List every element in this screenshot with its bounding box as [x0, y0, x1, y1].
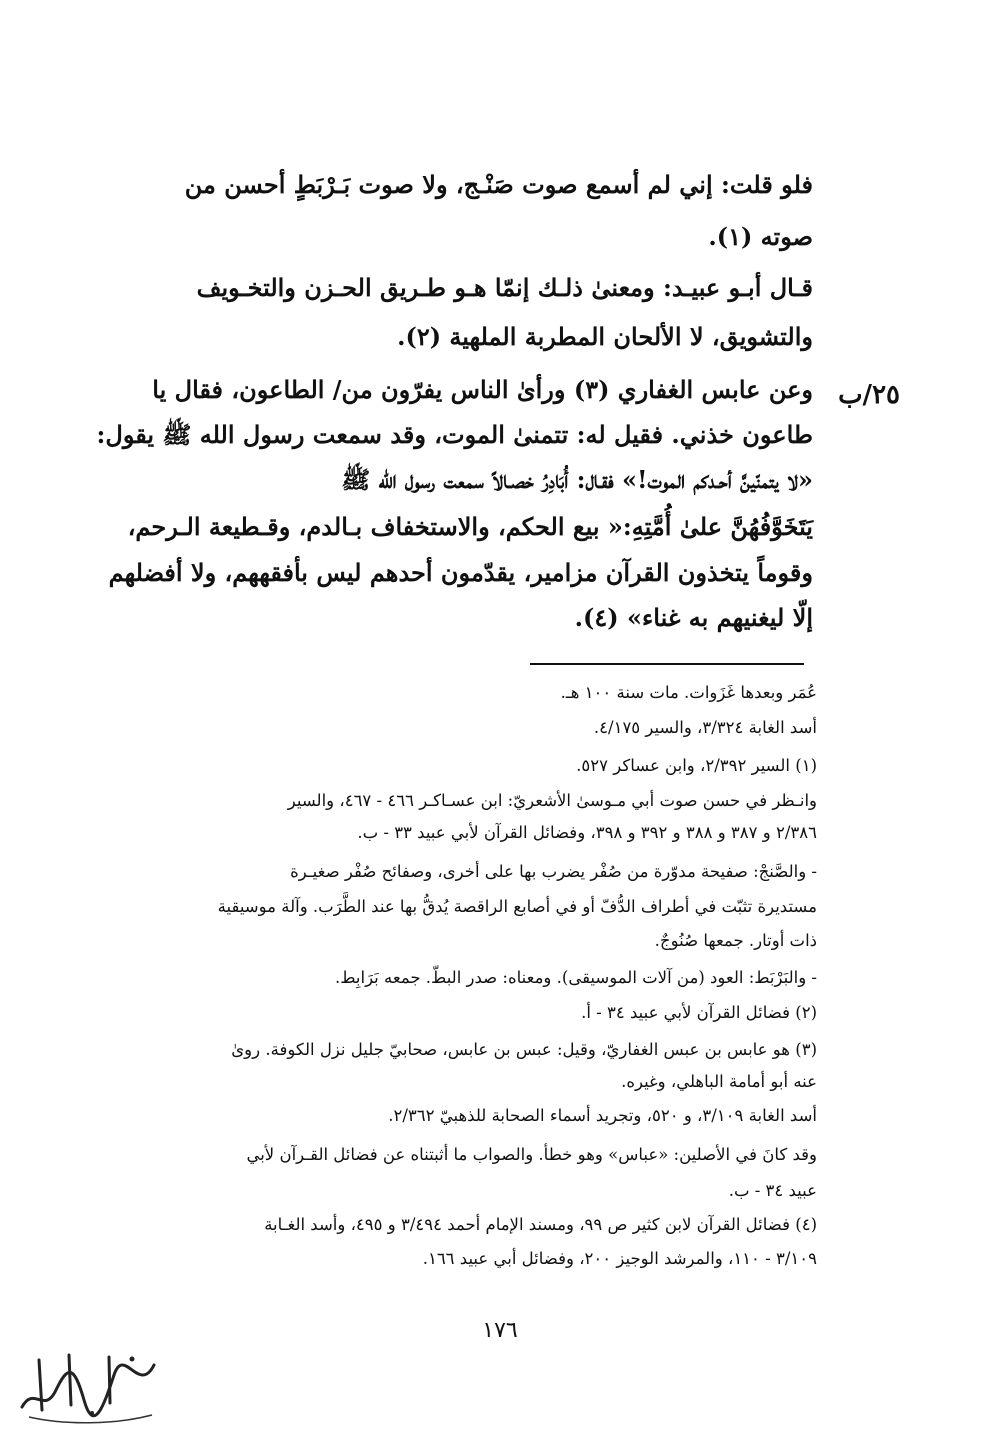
footnote-line: مستديرة تثبّت في أطراف الدُّفّ أو في أصابع الراقصة يُدقُّ بها عند الطَّرَب. وآلة موسيقية [217, 897, 817, 916]
footnote-line: (٣) هو عابس بن عبس الغفاريّ، وقيل: عبس بن عابس، صحابيّ جليل نزل الكوفة. روىٰ [231, 1040, 817, 1059]
footnote-line: (٢) فضائل القرآن لأبي عبيد ٣٤ - أ. [581, 1003, 817, 1022]
footnote-line: أسد الغابة ٣/٣٢٤، والسير ٤/١٧٥. [593, 718, 817, 737]
footnote-line: وقد كانَ في الأصلين: «عباس» وهو خطأ. والصواب ما أثبتناه عن فضائل القـرآن لأبي [246, 1145, 817, 1164]
calligraphy-stamp-logo [14, 1345, 164, 1427]
body-line: والتشويق، لا الألحان المطربة الملهية (٢). [397, 322, 813, 351]
page-number: ١٧٦ [482, 1318, 518, 1343]
footnote-line: - والبَرْبَط: العود (من آلات الموسيقى). ومعناه: صدر البطّ. جمعه بَرَابِط. [334, 968, 817, 987]
footnote-separator [530, 663, 804, 665]
body-line: يَتَخَوَّفُهُنَّ علىٰ أُمَّتِهِ:« بيع الحكم، والاستخفاف بـالدم، وقـطيعة الـرحم، [127, 512, 813, 541]
footnote-line: ذات أوتار. جمعها صُنُوجٌ. [654, 931, 817, 950]
footnote-line: أسد الغابة ٣/١٠٩، و ٥٢٠، وتجريد أسماء الصحابة للذهبيّ ٢/٣٦٢. [388, 1106, 817, 1125]
footnote-line: ٢/٣٨٦ و ٣٨٧ و ٣٨٨ و ٣٩٢ و ٣٩٨، وفضائل القرآن لأبي عبيد ٣٣ - ب. [357, 823, 817, 842]
body-line: فلو قلت: إني لم أسمع صوت صَنْـج، ولا صوت بَـرْبَطٍ أحسن من [184, 170, 813, 199]
body-line: قـال أبـو عبيـد: ومعنىٰ ذلـك إنمّا هـو طـريق الحـزن والتخـويف [196, 273, 813, 302]
footnote-line: وانـظر في حسن صوت أبي مـوسىٰ الأشعريّ: ابن عسـاكـر ٤٦٦ - ٤٦٧، والسير [287, 791, 817, 810]
margin-folio-marker: ٢٥/ب [838, 380, 900, 410]
footnote-line: ٣/١٠٩ - ١١٠، والمرشد الوجيز ٢٠٠، وفضائل أبي عبيد ١٦٦. [422, 1249, 817, 1268]
body-line: إلّا ليغنيهم به غناء» (٤). [574, 603, 813, 632]
footnote-line: (٤) فضائل القرآن لابن كثير ص ٩٩، ومسند الإمام أحمد ٣/٤٩٤ و ٤٩٥، وأسد الغـابة [264, 1215, 817, 1234]
body-line: صوته (١). [708, 222, 813, 251]
body-line: طاعون خذني. فقيل له: تتمنىٰ الموت، وقد سمعت رسول الله ﷺ يقول: [96, 420, 813, 449]
body-line: وعن عابس الغفاري (٣) ورأىٰ الناس يفرّون من/ الطاعون، فقال يا [152, 375, 813, 404]
body-line: وقوماً يتخذون القرآن مزامير، يقدّمون أحدهم ليس بأفقههم، ولا أفضلهم [108, 558, 813, 587]
footnote-line: عنه أبو أمامة الباهلي، وغيره. [621, 1072, 817, 1091]
footnote-line: (١) السير ٢/٣٩٢، وابن عساكر ٥٢٧. [576, 756, 817, 775]
footnote-line: عبيد ٣٤ - ب. [728, 1181, 817, 1200]
body-line: «لا يتمنّينَّ أحـدكم الموت!» فقـال: أُبَادِرُ خصـالاً سمعت رسول الله ﷺ [341, 465, 813, 494]
footnote-line: عُمَر وبعدها غَزَوات. مات سنة ١٠٠ هـ. [560, 683, 817, 702]
footnote-line: - والصَّنجْ: صفيحة مدوّرة من صُفْر يضرب بها على أخرى، وصفائح صُفْر صغيـرة [290, 862, 817, 881]
